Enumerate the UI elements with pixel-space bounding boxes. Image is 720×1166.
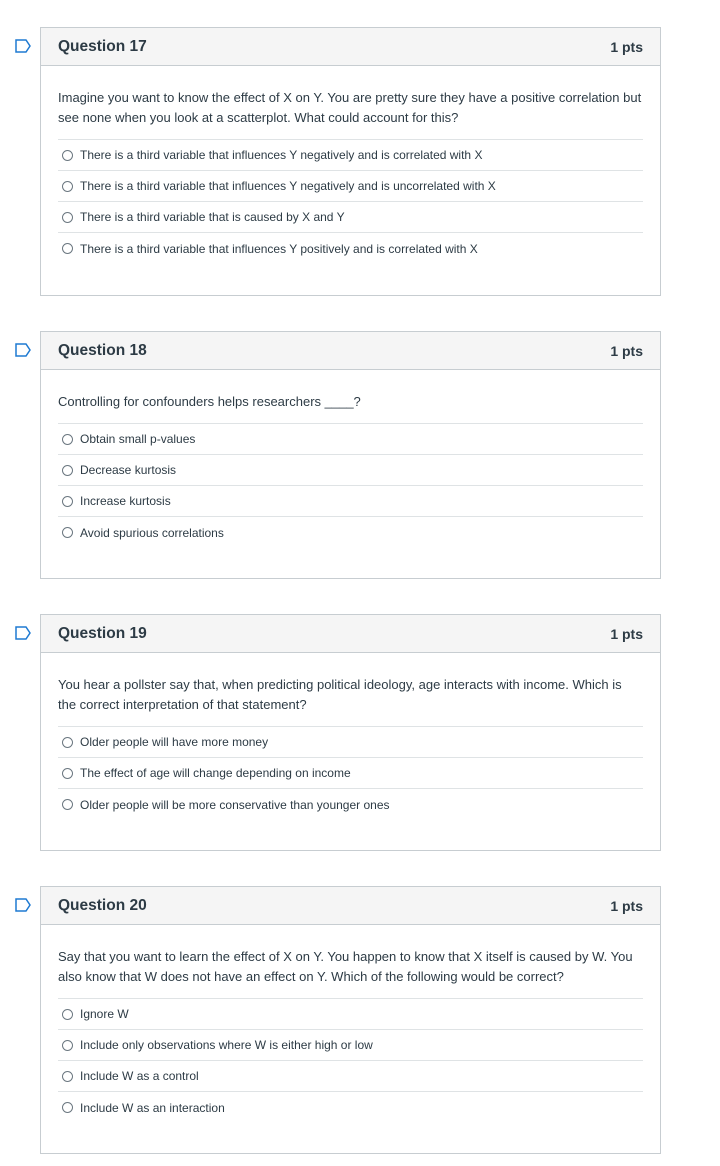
question-header [41, 28, 660, 66]
question-points: 1 pts [610, 38, 643, 55]
question-header [41, 332, 660, 370]
answer-list [58, 998, 643, 1123]
question-text: Imagine you want to know the effect of X on Y. You are pretty sure they have a positive correlation but see none when you look at a scatterplot. What could account for this? [58, 90, 642, 125]
question-title: Question 19 [58, 624, 147, 642]
question-text: You hear a pollster say that, when predicting political ideology, age interacts with income. Which is the correct interpretation of that statement? [58, 677, 622, 712]
answer-list [58, 726, 643, 820]
flag-question-icon[interactable] [15, 343, 31, 357]
question-17 [40, 27, 661, 296]
answer-option[interactable] [58, 1030, 643, 1061]
answer-label: Decrease kurtosis [80, 463, 177, 477]
answer-list [58, 423, 643, 548]
answer-list [58, 139, 643, 264]
answer-option[interactable] [58, 233, 643, 264]
answer-option[interactable] [58, 789, 643, 820]
answer-option[interactable] [58, 202, 643, 233]
radio-button[interactable] [62, 1009, 73, 1020]
answer-label: Older people will be more conservative than younger ones [80, 797, 390, 812]
answer-option[interactable] [58, 1092, 643, 1123]
question-text: Say that you want to learn the effect of X on Y. You happen to know that X itself is caused by W. You also know that W does not have an effect on Y. Which of the following would be correct? [58, 949, 633, 984]
answer-option[interactable] [58, 424, 643, 455]
radio-button[interactable] [62, 799, 73, 810]
flag-question-icon[interactable] [15, 39, 31, 53]
answer-label: There is a third variable that is caused by X and Y [80, 210, 345, 224]
radio-button[interactable] [62, 496, 73, 507]
answer-option[interactable] [58, 758, 643, 789]
question-points: 1 pts [610, 625, 643, 642]
radio-button[interactable] [62, 768, 73, 779]
question-header [41, 615, 660, 653]
radio-button[interactable] [62, 465, 73, 476]
radio-button[interactable] [62, 212, 73, 223]
radio-button[interactable] [62, 1102, 73, 1113]
answer-label: Include only observations where W is either high or low [80, 1038, 373, 1052]
question-text: Controlling for confounders helps researchers ____? [58, 394, 361, 409]
answer-label: There is a third variable that influences Y negatively and is uncorrelated with X [80, 179, 496, 193]
answer-option[interactable] [58, 727, 643, 758]
answer-label: Older people will have more money [80, 735, 269, 749]
answer-label: Include W as a control [80, 1069, 199, 1083]
question-title: Question 18 [58, 341, 147, 359]
answer-option[interactable] [58, 1061, 643, 1092]
question-points: 1 pts [610, 897, 643, 914]
answer-label: There is a third variable that influences Y positively and is correlated with X [80, 241, 478, 256]
question-19 [40, 614, 661, 851]
answer-label: There is a third variable that influences Y negatively and is correlated with X [80, 148, 483, 162]
radio-button[interactable] [62, 1040, 73, 1051]
radio-button[interactable] [62, 243, 73, 254]
question-points: 1 pts [610, 342, 643, 359]
answer-option[interactable] [58, 486, 643, 517]
radio-button[interactable] [62, 737, 73, 748]
question-header [41, 887, 660, 925]
question-title: Question 20 [58, 896, 147, 914]
answer-label: Ignore W [80, 1007, 129, 1021]
flag-question-icon[interactable] [15, 626, 31, 640]
question-title: Question 17 [58, 37, 147, 55]
answer-option[interactable] [58, 140, 643, 171]
answer-option[interactable] [58, 517, 643, 548]
radio-button[interactable] [62, 434, 73, 445]
radio-button[interactable] [62, 150, 73, 161]
answer-label: The effect of age will change depending on income [80, 766, 351, 780]
answer-label: Increase kurtosis [80, 494, 171, 508]
answer-label: Avoid spurious correlations [80, 525, 224, 540]
radio-button[interactable] [62, 181, 73, 192]
answer-option[interactable] [58, 171, 643, 202]
question-20 [40, 886, 661, 1154]
flag-question-icon[interactable] [15, 898, 31, 912]
radio-button[interactable] [62, 1071, 73, 1082]
question-18 [40, 331, 661, 579]
answer-label: Obtain small p-values [80, 432, 196, 446]
answer-option[interactable] [58, 455, 643, 486]
radio-button[interactable] [62, 527, 73, 538]
answer-label: Include W as an interaction [80, 1100, 225, 1115]
answer-option[interactable] [58, 999, 643, 1030]
